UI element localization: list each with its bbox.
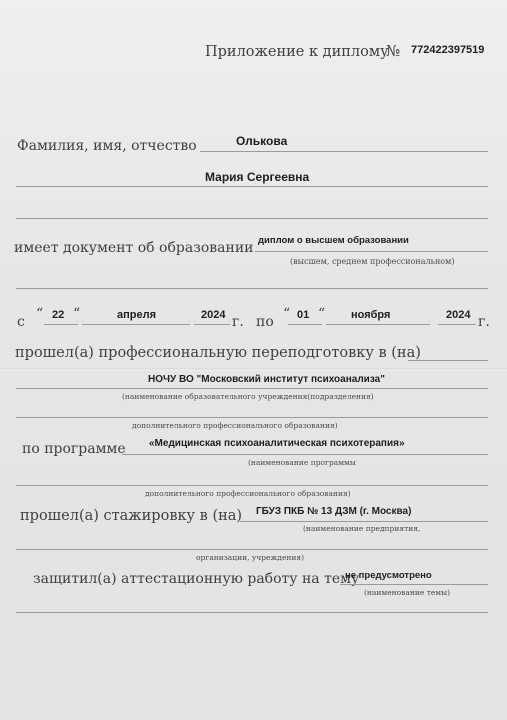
retraining-institution-hint: (наименование образовательного учреждения(подразделения) bbox=[122, 392, 374, 401]
date-to-year: 2024 bbox=[446, 309, 471, 321]
retraining-institution: НОЧУ ВО "Московский институт психоанализа" bbox=[148, 374, 385, 385]
program-dpo-hint: дополнительного профессионального образования) bbox=[145, 489, 351, 498]
thesis-hint: (наименование темы) bbox=[364, 588, 451, 597]
date-from-year: 2024 bbox=[201, 309, 226, 321]
program-line bbox=[122, 454, 488, 455]
date-from-quote-open: “ bbox=[36, 306, 44, 322]
fio-line-2 bbox=[16, 186, 488, 187]
thesis-value: не предусмотрено bbox=[345, 570, 432, 581]
date-from-month: апреля bbox=[117, 309, 157, 321]
retraining-line-2 bbox=[16, 417, 488, 418]
program-value: «Медицинская психоаналитическая психотерапия» bbox=[149, 438, 405, 449]
program-label: по программе bbox=[22, 441, 126, 457]
internship-line-2 bbox=[16, 549, 488, 550]
thesis-line-2 bbox=[16, 612, 488, 613]
date-from-month-line bbox=[82, 324, 190, 325]
education-value: диплом о высшем образовании bbox=[258, 235, 409, 246]
date-from-prefix: с bbox=[17, 314, 25, 330]
education-line bbox=[255, 251, 488, 252]
fio-label: Фамилия, имя, отчество bbox=[17, 138, 197, 154]
program-line-2 bbox=[16, 485, 488, 486]
thesis-label: защитил(а) аттестационную работу на тему bbox=[33, 571, 360, 587]
internship-hint-2: организации, учреждения) bbox=[196, 553, 305, 562]
fio-name: Мария Сергеевна bbox=[205, 170, 310, 184]
date-to-quote-open: “ bbox=[283, 306, 291, 322]
date-to-day: 01 bbox=[297, 309, 310, 321]
date-to-quote-close: “ bbox=[318, 306, 326, 322]
fio-surname: Олькова bbox=[236, 134, 288, 148]
retraining-dpo-hint: дополнительного профессионального образования) bbox=[132, 421, 338, 430]
thesis-line bbox=[340, 584, 488, 585]
page-fold bbox=[0, 368, 507, 371]
date-to-month: ноября bbox=[351, 309, 391, 321]
date-to-year-suffix: г. bbox=[478, 314, 490, 330]
date-to-day-line bbox=[288, 324, 322, 325]
date-from-day: 22 bbox=[52, 309, 65, 321]
date-from-year-suffix: г. bbox=[232, 314, 244, 330]
fio-line-3 bbox=[16, 218, 488, 219]
internship-value: ГБУЗ ПКБ № 13 ДЗМ (г. Москва) bbox=[256, 506, 412, 517]
program-hint: (наименование программы bbox=[248, 458, 356, 467]
fio-line-1 bbox=[200, 151, 488, 152]
date-from-quote-close: “ bbox=[73, 306, 81, 322]
education-label: имеет документ об образовании bbox=[14, 240, 254, 256]
date-to-year-line bbox=[438, 324, 476, 325]
number-sign: № bbox=[386, 42, 401, 60]
date-from-day-line bbox=[44, 324, 78, 325]
date-to-month-line bbox=[326, 324, 430, 325]
retraining-institution-line bbox=[16, 388, 488, 389]
retraining-line bbox=[408, 360, 488, 361]
diploma-number: 772422397519 bbox=[411, 44, 485, 56]
retraining-label: прошел(а) профессиональную переподготовку в (на) bbox=[15, 345, 421, 361]
internship-hint: (наименование предприятия, bbox=[303, 524, 421, 533]
education-line-2 bbox=[16, 288, 488, 289]
internship-line bbox=[240, 521, 488, 522]
internship-label: прошел(а) стажировку в (на) bbox=[20, 508, 243, 524]
education-hint: (высшем, среднем профессиональном) bbox=[290, 257, 455, 266]
header-title: Приложение к диплому bbox=[205, 44, 389, 60]
date-to-prefix: по bbox=[256, 314, 274, 330]
date-from-year-line bbox=[194, 324, 230, 325]
